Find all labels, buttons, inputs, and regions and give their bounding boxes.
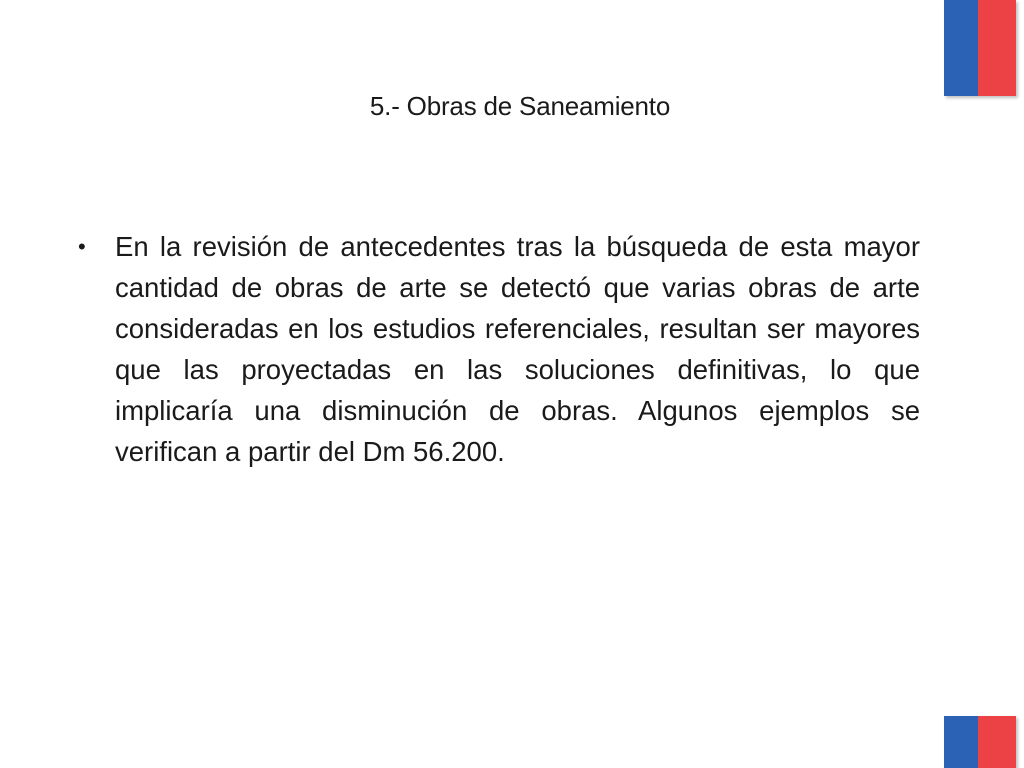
flag-blue-stripe <box>944 0 978 96</box>
flag-decoration-top <box>944 0 1016 96</box>
flag-blue-stripe <box>944 716 978 768</box>
flag-decoration-bottom <box>944 716 1016 768</box>
bullet-list <box>72 226 920 472</box>
flag-red-stripe <box>978 0 1016 96</box>
flag-red-stripe <box>978 716 1016 768</box>
bullet-marker: • <box>78 234 86 259</box>
slide-title: 5.- Obras de Saneamiento <box>369 91 671 121</box>
bullet-item <box>72 226 920 472</box>
bullet-text: En la revisión de antecedentes tras la búsqueda de esta mayor cantidad de obras de arte se detectó que varias obras de arte consideradas en los estudios referenciales, resultan ser mayores que las proyectadas en las soluciones definitivas, lo que implicaría una disminución de obras. Algunos ejemplos se verifican a partir del Dm 56.200. <box>115 231 920 467</box>
